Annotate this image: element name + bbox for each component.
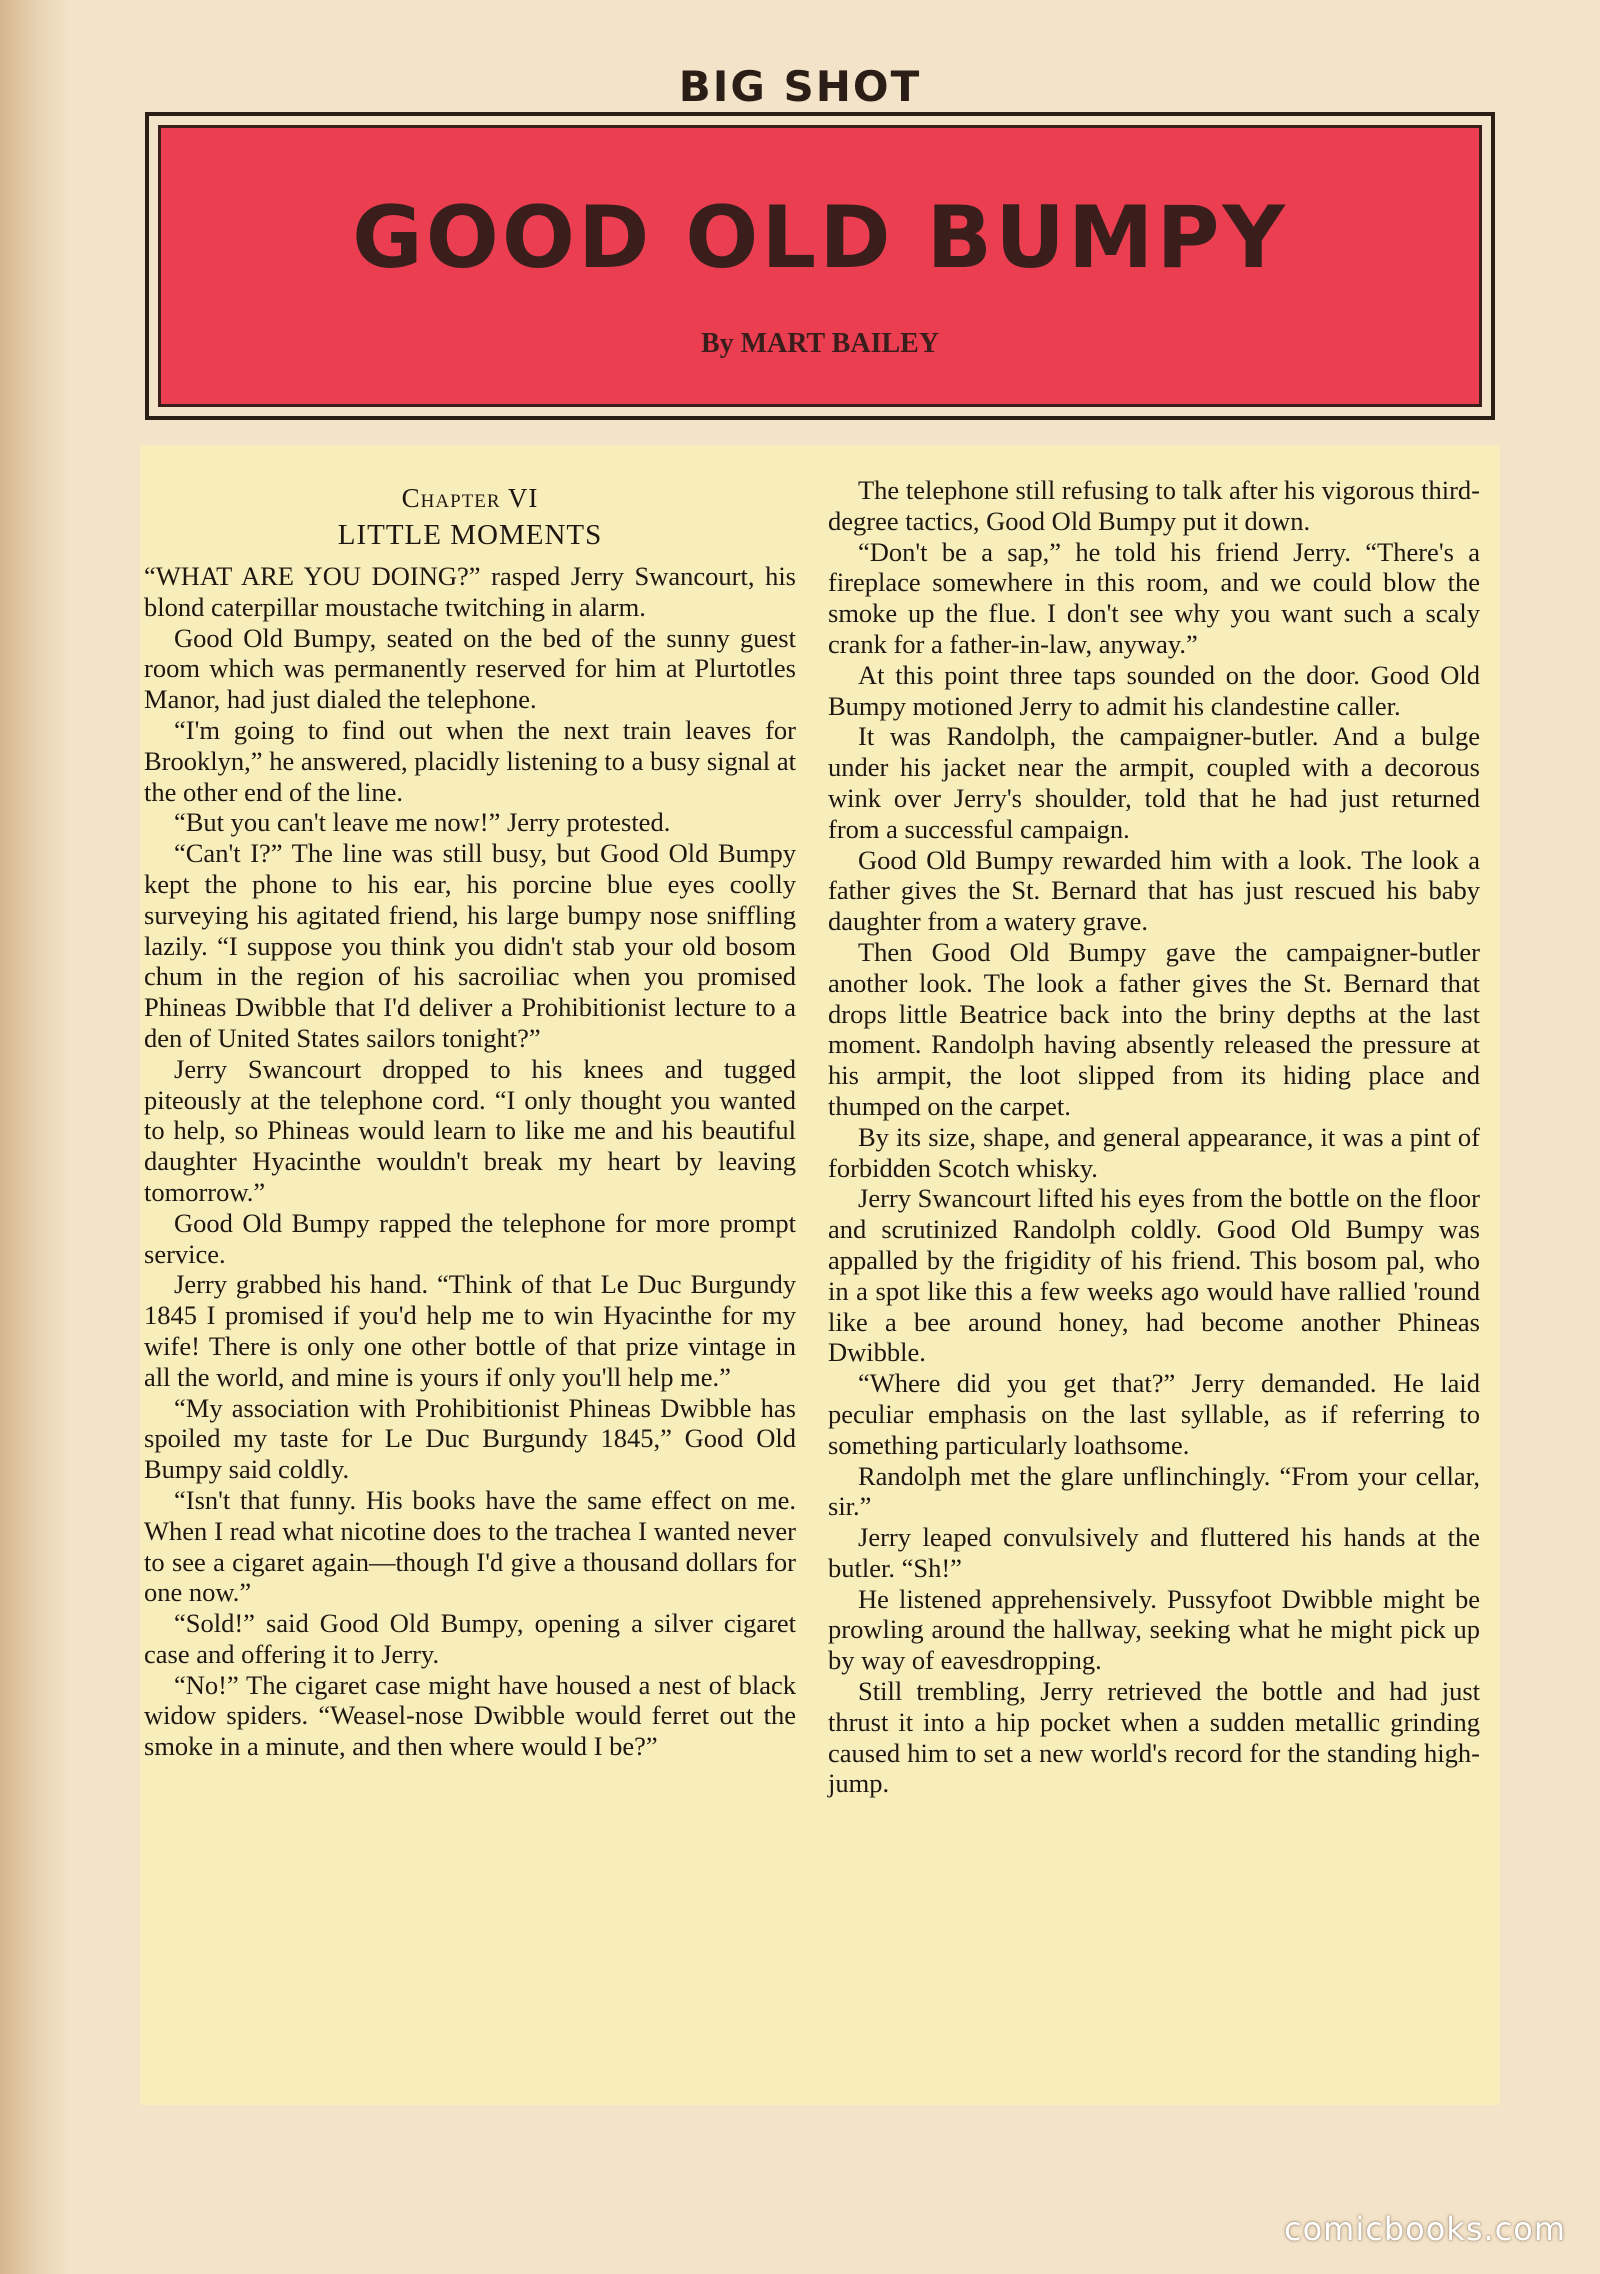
paragraph: He listened apprehensively. Pussyfoot Dwibble might be prowling around the hallway, seeking what he might pick up by way of eavesdropping. bbox=[828, 1583, 1480, 1676]
paragraph: “My association with Prohibitionist Phineas Dwibble has spoiled my taste for Le Duc Burgundy 1845,” Good Old Bumpy said coldly. bbox=[144, 1392, 796, 1485]
chapter-subtitle: LITTLE MOMENTS bbox=[337, 519, 603, 551]
right-column bbox=[828, 475, 1480, 1799]
left-column bbox=[144, 475, 796, 1762]
paragraph: “No!” The cigaret case might have housed a nest of black widow spiders. “Weasel-nose Dwibble would ferret out the smoke in a minute, and then where would I be?” bbox=[144, 1669, 796, 1762]
paragraph: “Isn't that funny. His books have the same effect on me. When I read what nicotine does to the trachea I wanted never to see a cigaret again—though I'd give a thousand dollars for one now.” bbox=[144, 1484, 796, 1608]
paragraph: At this point three taps sounded on the door. Good Old Bumpy motioned Jerry to admit his clandestine caller. bbox=[828, 659, 1480, 721]
story-title: GOOD OLD BUMPY bbox=[352, 188, 1288, 288]
paragraph: Jerry grabbed his hand. “Think of that Le Duc Burgundy 1845 I promised if you'd help me to win Hyacinthe for my wife! There is only one other bottle of that prize vintage in all the world, and mine is yours if only you'll help me.” bbox=[144, 1269, 796, 1392]
paragraph: Good Old Bumpy, seated on the bed of the sunny guest room which was permanently reserved for him at Plurtotles Manor, had just dialed the telephone. bbox=[144, 622, 796, 715]
paragraph: Good Old Bumpy rapped the telephone for more prompt service. bbox=[144, 1207, 796, 1269]
paragraph: “I'm going to find out when the next train leaves for Brooklyn,” he answered, placidly listening to a busy signal at the other end of the line. bbox=[144, 714, 796, 807]
title-panel bbox=[158, 125, 1482, 407]
chapter-heading bbox=[144, 481, 796, 515]
story-byline: By MART BAILEY bbox=[700, 328, 940, 359]
paragraph: The telephone still refusing to talk after his vigorous third-degree tactics, Good Old Bumpy put it down. bbox=[828, 475, 1480, 536]
paragraph: By its size, shape, and general appearance, it was a pint of forbidden Scotch whisky. bbox=[828, 1121, 1480, 1183]
chapter-label: Chapter VI bbox=[401, 483, 539, 513]
page-binding-edge bbox=[0, 0, 70, 2274]
title-frame bbox=[145, 112, 1495, 420]
paragraph: “But you can't leave me now!” Jerry protested. bbox=[174, 807, 671, 838]
paragraph: Then Good Old Bumpy gave the campaigner-butler another look. The look a father gives the St. Bernard that drops little Beatrice back into the briny depths at the last moment. Randolph having absently released the pressure at his armpit, the loot slipped from its hiding place and thumped on the carpet. bbox=[828, 936, 1480, 1121]
magazine-masthead: BIG SHOT bbox=[678, 62, 922, 111]
story-panel bbox=[140, 445, 1500, 2105]
paragraph: Jerry leaped convulsively and fluttered his hands at the butler. “Sh!” bbox=[828, 1522, 1480, 1583]
paragraph: “Can't I?” The line was still busy, but Good Old Bumpy kept the phone to his ear, his porcine blue eyes coolly surveying his agitated friend, his large bumpy nose sniffling lazily. “I suppose you think you didn't stab your old bosom chum in the region of his sacroiliac when you promised Phineas Dwibble that I'd deliver a Prohibitionist lecture to a den of United States sailors tonight?” bbox=[144, 838, 796, 1053]
paragraph: Randolph met the glare unflinchingly. “From your cellar, sir.” bbox=[828, 1460, 1480, 1522]
paragraph: “Sold!” said Good Old Bumpy, opening a silver cigaret case and offering it to Jerry. bbox=[144, 1608, 796, 1669]
paragraph: “WHAT ARE YOU DOING?” rasped Jerry Swancourt, his blond caterpillar moustache twitching in alarm. bbox=[144, 561, 796, 622]
paragraph: It was Randolph, the campaigner-butler. And a bulge under his jacket near the armpit, coupled with a decorous wink over Jerry's shoulder, told that he had just returned from a successful campaign. bbox=[828, 721, 1480, 844]
paragraph: “Don't be a sap,” he told his friend Jerry. “There's a fireplace somewhere in this room, and we could blow the smoke up the flue. I don't see why you want such a scaly crank for a father-in-law, anyway.” bbox=[828, 536, 1480, 659]
paragraph: Jerry Swancourt lifted his eyes from the bottle on the floor and scrutinized Randolph coldly. Good Old Bumpy was appalled by the frigidity of his friend. This bosom pal, who in a spot like this a few weeks ago would have rallied 'round like a bee around honey, had become another Phineas Dwibble. bbox=[828, 1183, 1480, 1368]
paragraph: Good Old Bumpy rewarded him with a look. The look a father gives the St. Bernard that has just rescued his baby daughter from a watery grave. bbox=[828, 844, 1480, 937]
paragraph: Still trembling, Jerry retrieved the bottle and had just thrust it into a hip pocket when a sudden metallic grinding caused him to set a new world's record for the standing high-jump. bbox=[828, 1676, 1480, 1799]
site-watermark: comicbooks.com bbox=[1283, 2210, 1566, 2248]
paragraph: Jerry Swancourt dropped to his knees and tugged piteously at the telephone cord. “I only thought you wanted to help, so Phineas would learn to like me and his beautiful daughter Hyacinthe wouldn't break my heart by leaving tomorrow.” bbox=[144, 1053, 796, 1207]
paragraph: “Where did you get that?” Jerry demanded. He laid peculiar emphasis on the last syllable, as if referring to something particularly loathsome. bbox=[828, 1368, 1480, 1460]
